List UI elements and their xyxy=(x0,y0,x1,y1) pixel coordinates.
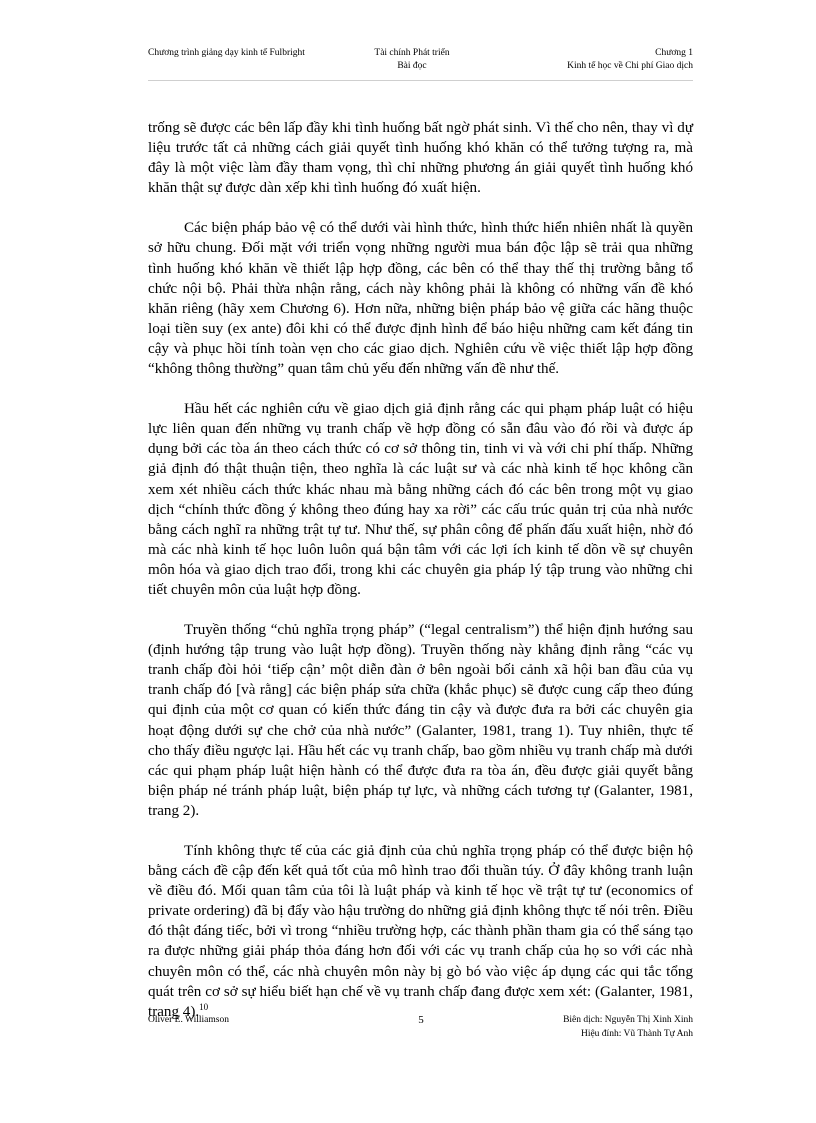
paragraph-3: Hầu hết các nghiên cứu về giao dịch giả định rằng các qui phạm pháp luật có hiệu lực liên quan đến những vụ tranh chấp về hợp đồng có sẵn đâu vào đó rồi và được áp dụng bởi các tòa án theo cách thức có cơ sở thông tin, tinh vi và với chi phí thấp. Những giả định đó thật thuận tiện, theo nghĩa là các luật sư và các nhà kinh tế học không cần xem xét nhiều cách thức khác nhau mà bằng những cách đó các bên trong một vụ giao dịch “chính thức đồng ý không theo đúng hay xa rời” các cấu trúc quản trị của nhà nước bằng cách nghĩ ra những trật tự tư. Như thế, sự phân công để phấn đấu xuất hiện, nhờ đó mà các nhà kinh tế học luôn luôn quá bận tâm với các lợi ích kinh tế dồn về sự chuyên môn hóa và giao dịch trao đổi, trong khi các chuyên gia pháp lý tập trung vào những chi tiết chuyên môn của luật hợp đồng. xyxy=(148,401,693,598)
body-text xyxy=(148,118,693,1042)
header-chapter-info xyxy=(567,47,693,73)
header-program-name: Chương trình giảng dạy kinh tế Fulbright xyxy=(148,48,305,58)
paragraph-5-text: Tính không thực tế của các giả định của chủ nghĩa trọng pháp có thể được biện hộ bằng cách đề cập đến kết quả tốt của mô hình trao đổi thuần túy. Ở đây không tranh luận về điều đó. Mối quan tâm của tôi là luật pháp và kinh tế học về trật tự tư (economics of private ordering) đã bị đẩy vào hậu trường do những giả định không thực tế nói trên. Điều đó thật đáng tiếc, bởi vì trong “nhiều trường hợp, các thành phần tham gia có thể sáng tạo ra được những giải pháp thỏa đáng hơn đối với các vụ tranh chấp của họ so với các nhà chuyên môn có thể, các nhà chuyên môn này bị gò bó vào việc áp dụng các qui tắc tổng quát trên cơ sở sự hiểu biết hạn chế về vụ tranh chấp đang được xem xét: (Galanter, 1981, trang 4). xyxy=(148,843,693,1020)
footer-author: Oliver E. Williamson xyxy=(148,1015,229,1025)
footnote-reference[interactable]: 10 xyxy=(199,1001,209,1012)
header-course-title: Tài chính Phát triển xyxy=(374,48,450,58)
footer-translator: Biên dịch: Nguyễn Thị Xinh Xinh xyxy=(563,1015,693,1025)
header-reading-label: Bài đọc xyxy=(397,61,427,71)
paragraph-1: trống sẽ được các bên lấp đầy khi tình huống bất ngờ phát sinh. Vì thế cho nên, thay vì dự liệu trước tất cả những cách giải quyết tình huống khó khăn có thể tưởng tượng ra, mà đây là một việc làm đầy tham vọng, thì chỉ những phương án giải quyết tình huống khó khăn thật sự được dàn xếp khi tình huống đó xuất hiện. xyxy=(148,120,693,197)
header-chapter-title: Kinh tế học về Chi phí Giao dịch xyxy=(567,61,693,71)
page-footer xyxy=(148,1013,693,1053)
header-course-info xyxy=(365,47,459,73)
paragraph-2: Các biện pháp bảo vệ có thể dưới vài hình thức, hình thức hiển nhiên nhất là quyền sở hữu chung. Đối mặt với triển vọng những người mua bán độc lập sẽ trải qua những tình huống khó khăn về thiết lập hợp đồng, các bên có thể thay thế thị trường bằng tổ chức nội bộ. Phải thừa nhận rằng, cách này không phải là không có những vấn đề khó khăn riêng (hãy xem Chương 6). Hơn nữa, những biện pháp bảo vệ giữa các hãng thuộc loại tiền suy (ex ante) đôi khi có thể được định hình để báo hiệu những cam kết đáng tin cậy và phục hồi tính toàn vẹn cho các giao dịch. Nghiên cứu về việc thiết lập hợp đồng “không thông thường” quan tâm chủ yếu đến những vấn đề như thế. xyxy=(148,220,693,378)
paragraph-4: Truyền thống “chủ nghĩa trọng pháp” (“legal centralism”) thể hiện định hướng sau (định hướng tập trung vào luật hợp đồng). Truyền thống này khẳng định rằng “các vụ tranh chấp đòi hỏi ‘tiếp cận’ một diễn đàn ở bên ngoài bối cảnh xã hội ban đầu của vụ tranh chấp đó [và rằng] các biện pháp sửa chữa (khắc phục) sẽ được cung cấp theo đúng qui định của một cơ quan có kiến thức đáng tin cậy và được đưa ra bởi các chuyên gia hoạt động dưới sự che chở của nhà nước” (Galanter, 1981, trang 1). Tuy nhiên, thực tế cho thấy điều ngược lại. Hầu hết các vụ tranh chấp, bao gồm nhiều vụ tranh chấp mà dưới các qui phạm pháp luật hiện hành có thể được đưa ra tòa án, đều được giải quyết bằng biện pháp né tránh pháp luật, biện pháp tự lực, và những cách tương tự (Galanter, 1981, trang 2). xyxy=(148,622,693,819)
page-header xyxy=(148,47,693,79)
footer-credits xyxy=(563,1013,693,1041)
page-number: 5 xyxy=(418,1014,424,1026)
header-divider xyxy=(148,80,693,81)
header-chapter-number: Chương 1 xyxy=(655,48,693,58)
footer-editor: Hiệu đính: Vũ Thành Tự Anh xyxy=(580,1029,693,1039)
paragraph-5 xyxy=(148,841,693,1022)
